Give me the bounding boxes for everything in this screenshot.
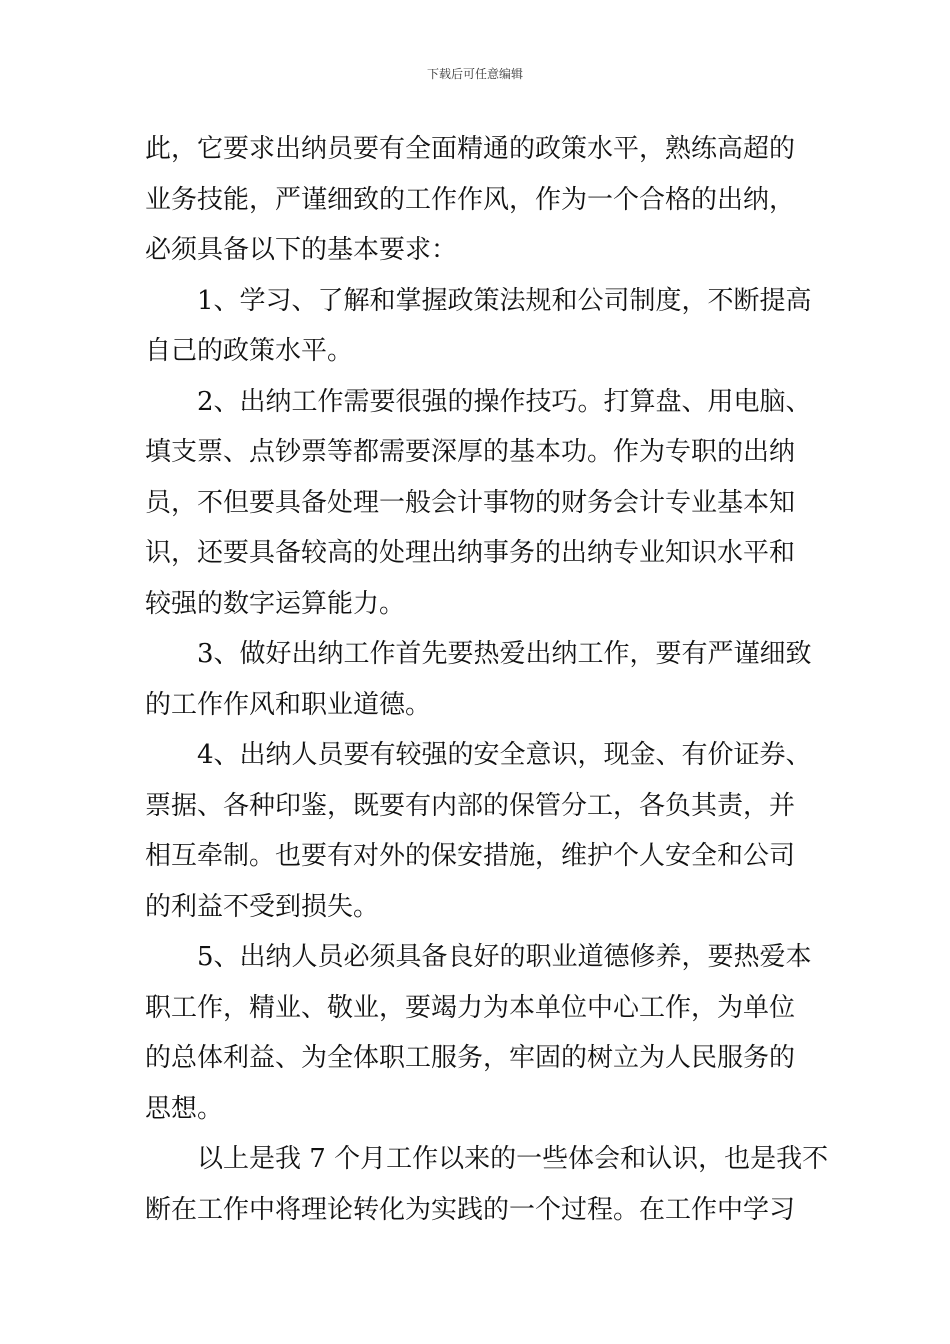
text-line: 断在工作中将理论转化为实践的一个过程。在工作中学习 [145, 1194, 796, 1225]
text-line: 填支票、点钞票等都需要深厚的基本功。作为专职的出纳 [145, 437, 796, 467]
text-line: 员，不但要具备处理一般会计事物的财务会计专业基本知 [145, 487, 796, 518]
text-line: 识，还要具备较高的处理出纳事务的出纳专业知识水平和 [145, 538, 796, 568]
paragraph-1-start: 1、学习、了解和掌握政策法规和公司制度，不断提高 [197, 285, 812, 316]
text-line: 自己的政策水平。 [145, 336, 354, 366]
text-line: 相互牵制。也要有对外的保安措施，维护个人安全和公司 [145, 841, 796, 871]
text-line: 此，它要求出纳员要有全面精通的政策水平，熟练高超的 [145, 134, 796, 164]
text-line: 较强的数字运算能力。 [145, 588, 406, 619]
paragraph-3-start: 3、做好出纳工作首先要热爱出纳工作，要有严谨细致 [197, 639, 812, 669]
paragraph-2-start: 2、出纳工作需要很强的操作技巧。打算盘、用电脑、 [197, 386, 812, 417]
text-line: 票据、各种印鉴，既要有内部的保管分工，各负其责，并 [145, 790, 796, 821]
text-line: 的利益不受到损失。 [145, 891, 380, 922]
paragraph-6-start: 以上是我 7 个月工作以来的一些体会和认识，也是我不 [197, 1144, 829, 1174]
text-line: 职工作，精业、敬业，要竭力为本单位中心工作，为单位 [145, 992, 796, 1023]
paragraph-5-start: 5、出纳人员必须具备良好的职业道德修养，要热爱本 [197, 942, 812, 972]
text-line: 业务技能，严谨细致的工作作风，作为一个合格的出纳， [145, 184, 796, 215]
text-line: 的总体利益、为全体职工服务，牢固的树立为人民服务的 [145, 1043, 796, 1073]
text-line: 思想。 [145, 1093, 224, 1124]
paragraph-4-start: 4、出纳人员要有较强的安全意识，现金、有价证券、 [197, 740, 812, 770]
page-header: 下载后可任意编辑 [426, 67, 523, 81]
text-line: 必须具备以下的基本要求： [145, 235, 458, 265]
document-body [145, 124, 829, 1235]
text-line: 的工作作风和职业道德。 [145, 689, 432, 720]
